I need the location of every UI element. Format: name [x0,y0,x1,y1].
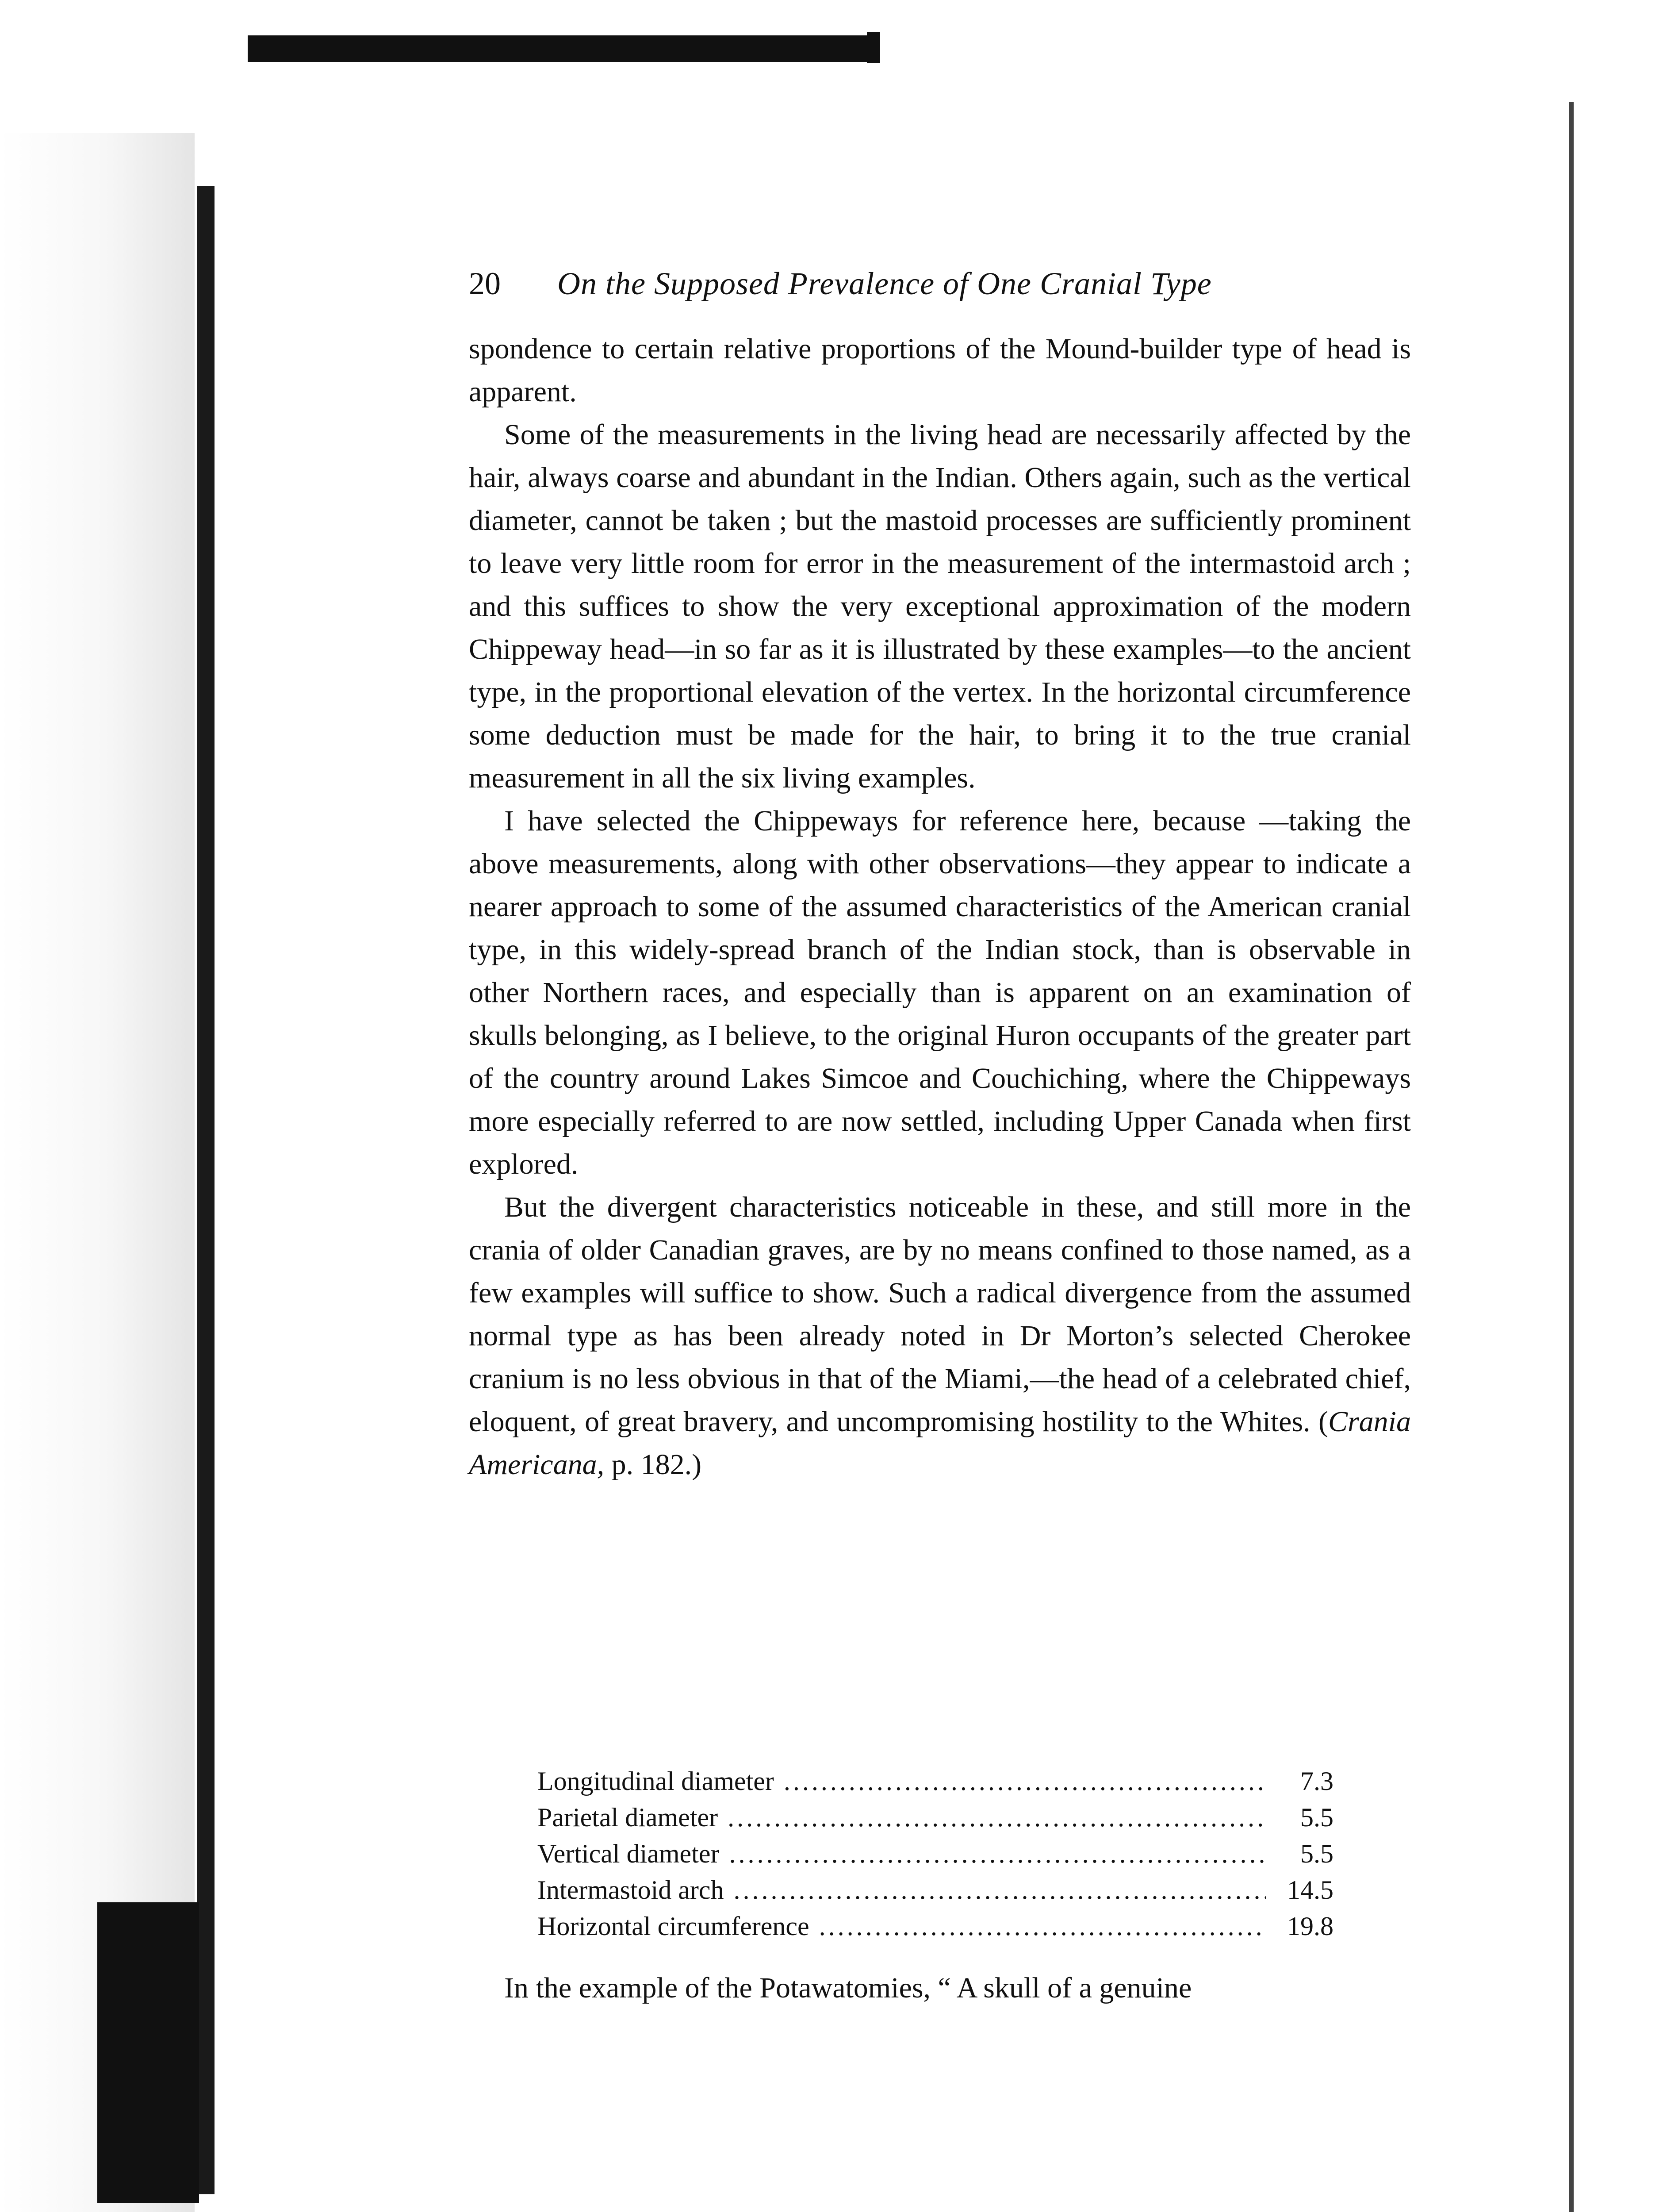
citation-open: ( [1310,1406,1328,1438]
table-row [537,1799,1333,1836]
measurement-label: Vertical diameter [537,1839,720,1868]
final-line: In the example of the Potawatomies, “ A skull of a genuine [504,1972,1192,2004]
dot-leader [728,1799,1266,1836]
measurement-value: 7.3 [1300,1767,1333,1796]
dot-leader [729,1836,1266,1872]
scan-top-edge [248,35,867,62]
scan-binding-shadow [97,1902,199,2203]
measurement-table [537,1763,1333,1944]
citation-rest: p. 182.) [604,1448,702,1481]
scan-right-edge [1569,102,1574,2212]
table-row [537,1872,1333,1908]
measurement-value: 5.5 [1300,1803,1333,1832]
paragraph [469,1186,1411,1486]
measurement-label: Parietal diameter [537,1803,718,1832]
dot-leader [784,1763,1266,1799]
page-header [469,265,1411,310]
running-title: On the Supposed Prevalence of One Cranial Type [557,266,1212,301]
paragraph: Some of the measurements in the living head are necessarily affected by the hair, always coarse and abundant in the Indian. Others again, such as the vertical diameter, cannot be taken ; but the mastoid processes are sufficiently prominent to leave very little room for error in the measurement of the intermastoid arch ; and this suffices to show the very exceptional approximation of the modern Chippeway head—in so far as it is illustrated by these examples—to the ancient type, in the proportional elevation of the vertex. In the horizontal circumference some deduction must be made for the hair, to bring it to the true cranial measurement in all the six living examples. [469,419,1411,794]
paragraph-text: But the divergent characteristics noticeable in these, and still more in the crania of older Canadian graves, are by no means confined to those named, as a few examples will suffice to show. Such a radical divergence from the assumed normal type as has been already noted in Dr Morton’s selected Cherokee cranium is no less obvious in that of the Miami,—the head of a celebrated chief, eloquent, of great bravery, and uncompromising hostility to the Whites. [469,1191,1411,1438]
paragraph: I have selected the Chippeways for reference here, because —taking the above measurements, along with other observations—they appear to indicate a nearer approach to some of the assumed characteristics of the American cranial type, in this widely-spread branch of the Indian stock, than is observable in other Northern races, and especially than is apparent on an examination of skulls belonging, as I believe, to the original Huron occupants of the greater part of the country around Lakes Simcoe and Couchiching, where the Chippeways more especially referred to are now settled, including Upper Canada when first explored. [469,805,1411,1180]
page-number: 20 [469,266,501,301]
scan-left-shadow [0,133,195,2212]
measurement-label: Longitudinal diameter [537,1767,774,1796]
measurement-value: 19.8 [1287,1912,1333,1941]
citation-title: Crania Americana, [469,1406,1411,1481]
paragraph: spondence to certain relative proportions of the Mound-builder type of head is apparent. [469,333,1411,408]
scan-binding-edge [197,186,215,2194]
dot-leader [819,1908,1266,1944]
table-row [537,1836,1333,1872]
table-row [537,1908,1333,1944]
table-row [537,1763,1333,1799]
dot-leader [734,1872,1267,1908]
measurement-value: 5.5 [1300,1839,1333,1868]
measurement-value: 14.5 [1287,1875,1333,1905]
scan-top-mark [867,32,880,63]
body-text [469,327,1411,1486]
measurement-label: Intermastoid arch [537,1875,724,1905]
measurement-label: Horizontal circumference [537,1912,809,1941]
